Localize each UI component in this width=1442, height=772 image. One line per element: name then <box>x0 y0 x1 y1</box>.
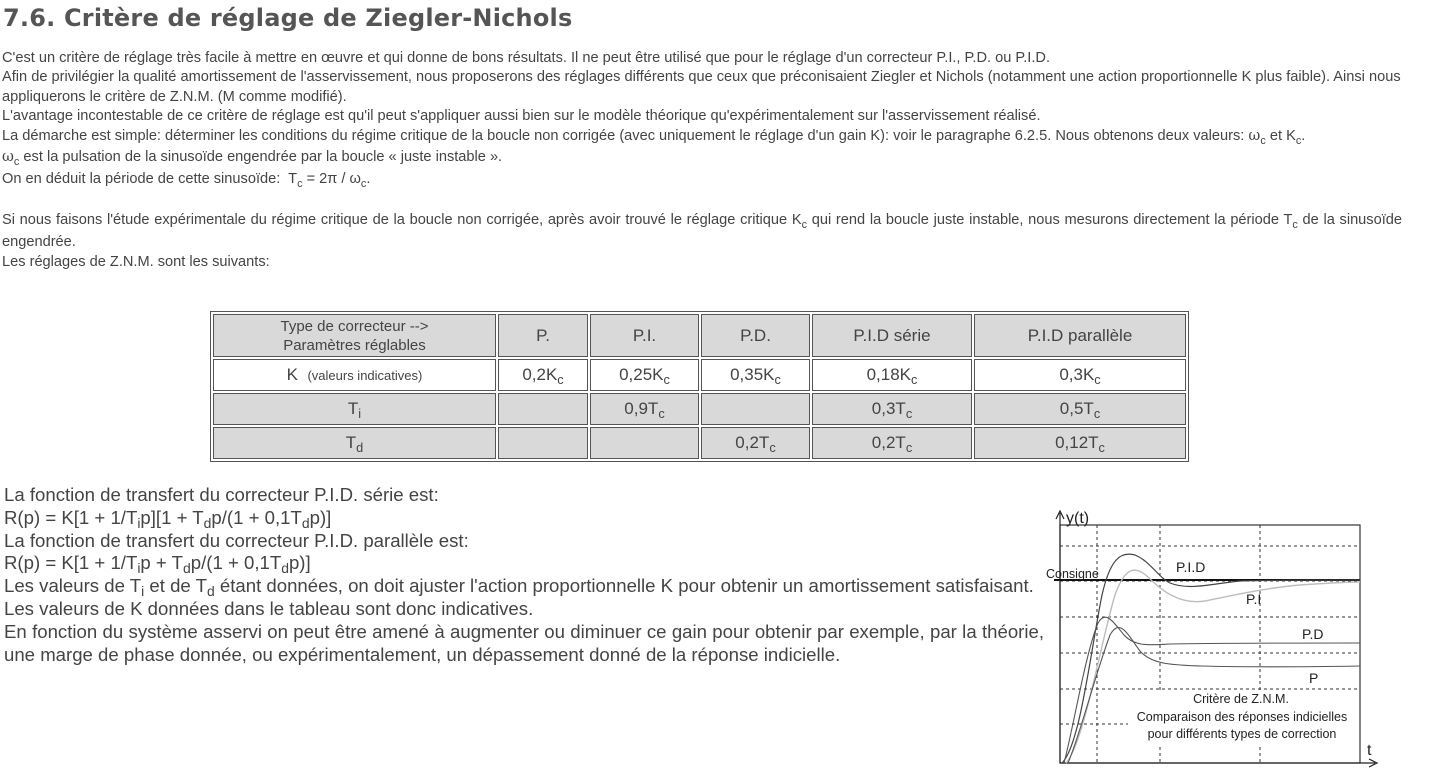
intro-paragraph-4: La démarche est simple: déterminer les conditions du régime critique de la boucle non corrigée (avec uniquement le réglage d'un gain K): voir le paragraphe 6.2.5. Nous obtenons deux valeurs: $\omega_c$ et $K_c$. <box>2 127 1306 148</box>
intro-paragraph-5 <box>2 146 1442 168</box>
caption-line-1: Critère de Z.N.M. <box>1193 692 1289 706</box>
table-cell: $0,12T_c$ <box>974 427 1186 459</box>
intro-paragraph-1: C'est un critère de réglage très facile à mettre en œuvre et qui donne de bons résultats. Il ne peut être utilisé que pour le réglage d'un correcteur P.I., P.D. ou P.I.D. <box>2 50 1050 66</box>
table-cell: $0,2T_c$ <box>701 427 810 459</box>
subscript-c: c <box>13 156 20 169</box>
subscript-c: c <box>1295 135 1302 148</box>
caption-line-2: Comparaison des réponses indicielles <box>1136 710 1348 724</box>
intro-paragraph-7b: qui rend la boucle juste instable, nous mesurons directement la période T <box>807 212 1293 229</box>
intro-paragraph-6-text: On en déduit la période de cette sinusoïde: <box>2 171 281 188</box>
gain-adjust-paragraph: Les valeurs de $T_i$ et de $T_d$ étant données, on doit ajuster l'action proportionnelle K pour obtenir un amortissement satisfaisant. <box>4 575 1034 600</box>
table-cell: $0,3T_c$ <box>812 393 972 425</box>
subscript-c: c <box>801 219 808 232</box>
pid-parallele-title: La fonction de transfert du correcteur P.I.D. parallèle est: <box>4 529 469 551</box>
curve-label-pid: P.I.D <box>1176 559 1206 575</box>
consigne-label: Consigne <box>1046 567 1099 581</box>
k-label: K <box>286 365 298 384</box>
et-word: et <box>1269 128 1283 145</box>
subscript-c: c <box>360 178 367 191</box>
pid-serie-formula: $R(p) = K[1 + 1/T_ip][1 + T_dp/(1 + 0,1T_dp)]$ <box>4 506 332 531</box>
indicative-values-paragraph: Les valeurs de K données dans le tableau sont donc indicatives. <box>4 597 534 619</box>
subscript-c: c <box>297 178 303 191</box>
intro-paragraph-4-text: La démarche est simple: déterminer les conditions du régime critique de la boucle non corrigée (avec uniquement le réglage d'un gain K): voir le paragraphe 6.2.5. Nous obtenons deux valeurs: <box>2 128 1245 145</box>
y-axis-label: y(t) <box>1066 510 1090 527</box>
table-cell: $0,25K_c$ <box>590 359 699 391</box>
table-column-header: P.I.D série <box>812 314 972 357</box>
table-header-line-1: Type de correcteur --> <box>280 317 429 335</box>
table-cell: $0,18K_c$ <box>812 359 972 391</box>
table-row-label: $T_i$ <box>213 393 496 425</box>
intro-paragraph-3: L'avantage incontestable de ce critère de réglage est qu'il peut s'appliquer aussi bien sur le modèle théorique qu'expérimentalement sur l'asservissement réalisé. <box>2 107 1041 124</box>
table-header-row <box>213 314 1186 357</box>
step-response-figure <box>1040 505 1380 769</box>
caption-line-3: pour différents types de correction <box>1147 727 1337 741</box>
table-cell <box>498 427 588 459</box>
intro-paragraph-7c: de la sinusoïde engendrée. <box>2 212 1402 251</box>
intro-paragraph-7a: Si nous faisons l'étude expérimentale du régime critique de la boucle non corrigée, après avoir trouvé le réglage critique K <box>2 212 802 229</box>
curve-label-p: P <box>1309 670 1319 686</box>
omega-symbol: ω <box>2 148 14 166</box>
period-formula: = 2π / ω <box>302 171 361 188</box>
table-column-header: P.I. <box>590 314 699 357</box>
intro-paragraph-8: Les réglages de Z.N.M. sont les suivants: <box>2 254 270 271</box>
omega-symbol: ω <box>1248 127 1261 145</box>
table-cell: $0,2T_c$ <box>812 427 972 459</box>
subscript-c: c <box>1292 219 1298 232</box>
table-cell <box>498 393 588 425</box>
table-row-td <box>213 427 1186 459</box>
znm-settings-table <box>210 311 1189 462</box>
table-cell <box>701 393 810 425</box>
x-axis-label: t <box>1367 742 1372 759</box>
table-row-label: $T_d$ <box>213 427 496 459</box>
subscript-c: c <box>1260 135 1266 148</box>
pid-parallele-formula: $R(p) = K[1 + 1/T_ip + T_dp/(1 + 0,1T_dp)]$ <box>4 552 311 577</box>
intro-paragraph-5-text: est la pulsation de la sinusoïde engendrée par la boucle « juste instable ». <box>19 149 503 166</box>
t-symbol: T <box>288 171 298 188</box>
intro-paragraph-6: On en déduit la période de cette sinusoïde: $T_c = 2\pi / \omega_c$. <box>2 171 371 191</box>
table-cell: $0,35K_c$ <box>701 359 810 391</box>
table-row-ti <box>213 393 1186 425</box>
table-cell: $0,5T_c$ <box>974 393 1186 425</box>
transfer-function-text <box>4 484 1044 666</box>
table-cell: $0,2K_c$ <box>498 359 588 391</box>
k-symbol: K <box>1286 128 1296 145</box>
table-column-header: P.I.D parallèle <box>974 314 1186 357</box>
table-cell <box>590 427 699 459</box>
pid-serie-title: La fonction de transfert du correcteur P.I.D. série est: <box>4 484 439 505</box>
table-column-header: P. <box>498 314 588 357</box>
table-header-line-2: Paramètres réglables <box>283 336 426 354</box>
curve-label-pi: P.I <box>1246 591 1262 607</box>
page-title: 7.6. Critère de réglage de Ziegler-Nichols <box>3 4 573 32</box>
table-column-header: P.D. <box>701 314 810 357</box>
intro-paragraph-2: Afin de privilégier la qualité amortissement de l'asservissement, nous proposerons des réglages différents que ceux que préconisaient Ziegler et Nichols (notamment une action proportionnelle K plus faible). Ainsi nous appliquerons le critère de Z.N.M. (M comme modifié). <box>2 69 1401 105</box>
table-row-k <box>213 359 1186 391</box>
curve-label-pd: P.D <box>1302 626 1324 642</box>
table-row-label <box>213 359 496 391</box>
k-note: (valeurs indicatives) <box>307 368 423 383</box>
system-dependence-paragraph: En fonction du système asservi on peut être amené à augmenter ou diminuer ce gain pour obtenir par exemple, par la théorie, une marge de phase donnée, ou expérimentalement, un dépassement donné de la réponse indicielle. <box>4 620 1044 665</box>
table-cell: $0,9T_c$ <box>590 393 699 425</box>
table-header-corner <box>213 314 496 357</box>
intro-text <box>2 49 1442 273</box>
table-cell: $0,3K_c$ <box>974 359 1186 391</box>
intro-paragraph-7 <box>2 209 1402 253</box>
